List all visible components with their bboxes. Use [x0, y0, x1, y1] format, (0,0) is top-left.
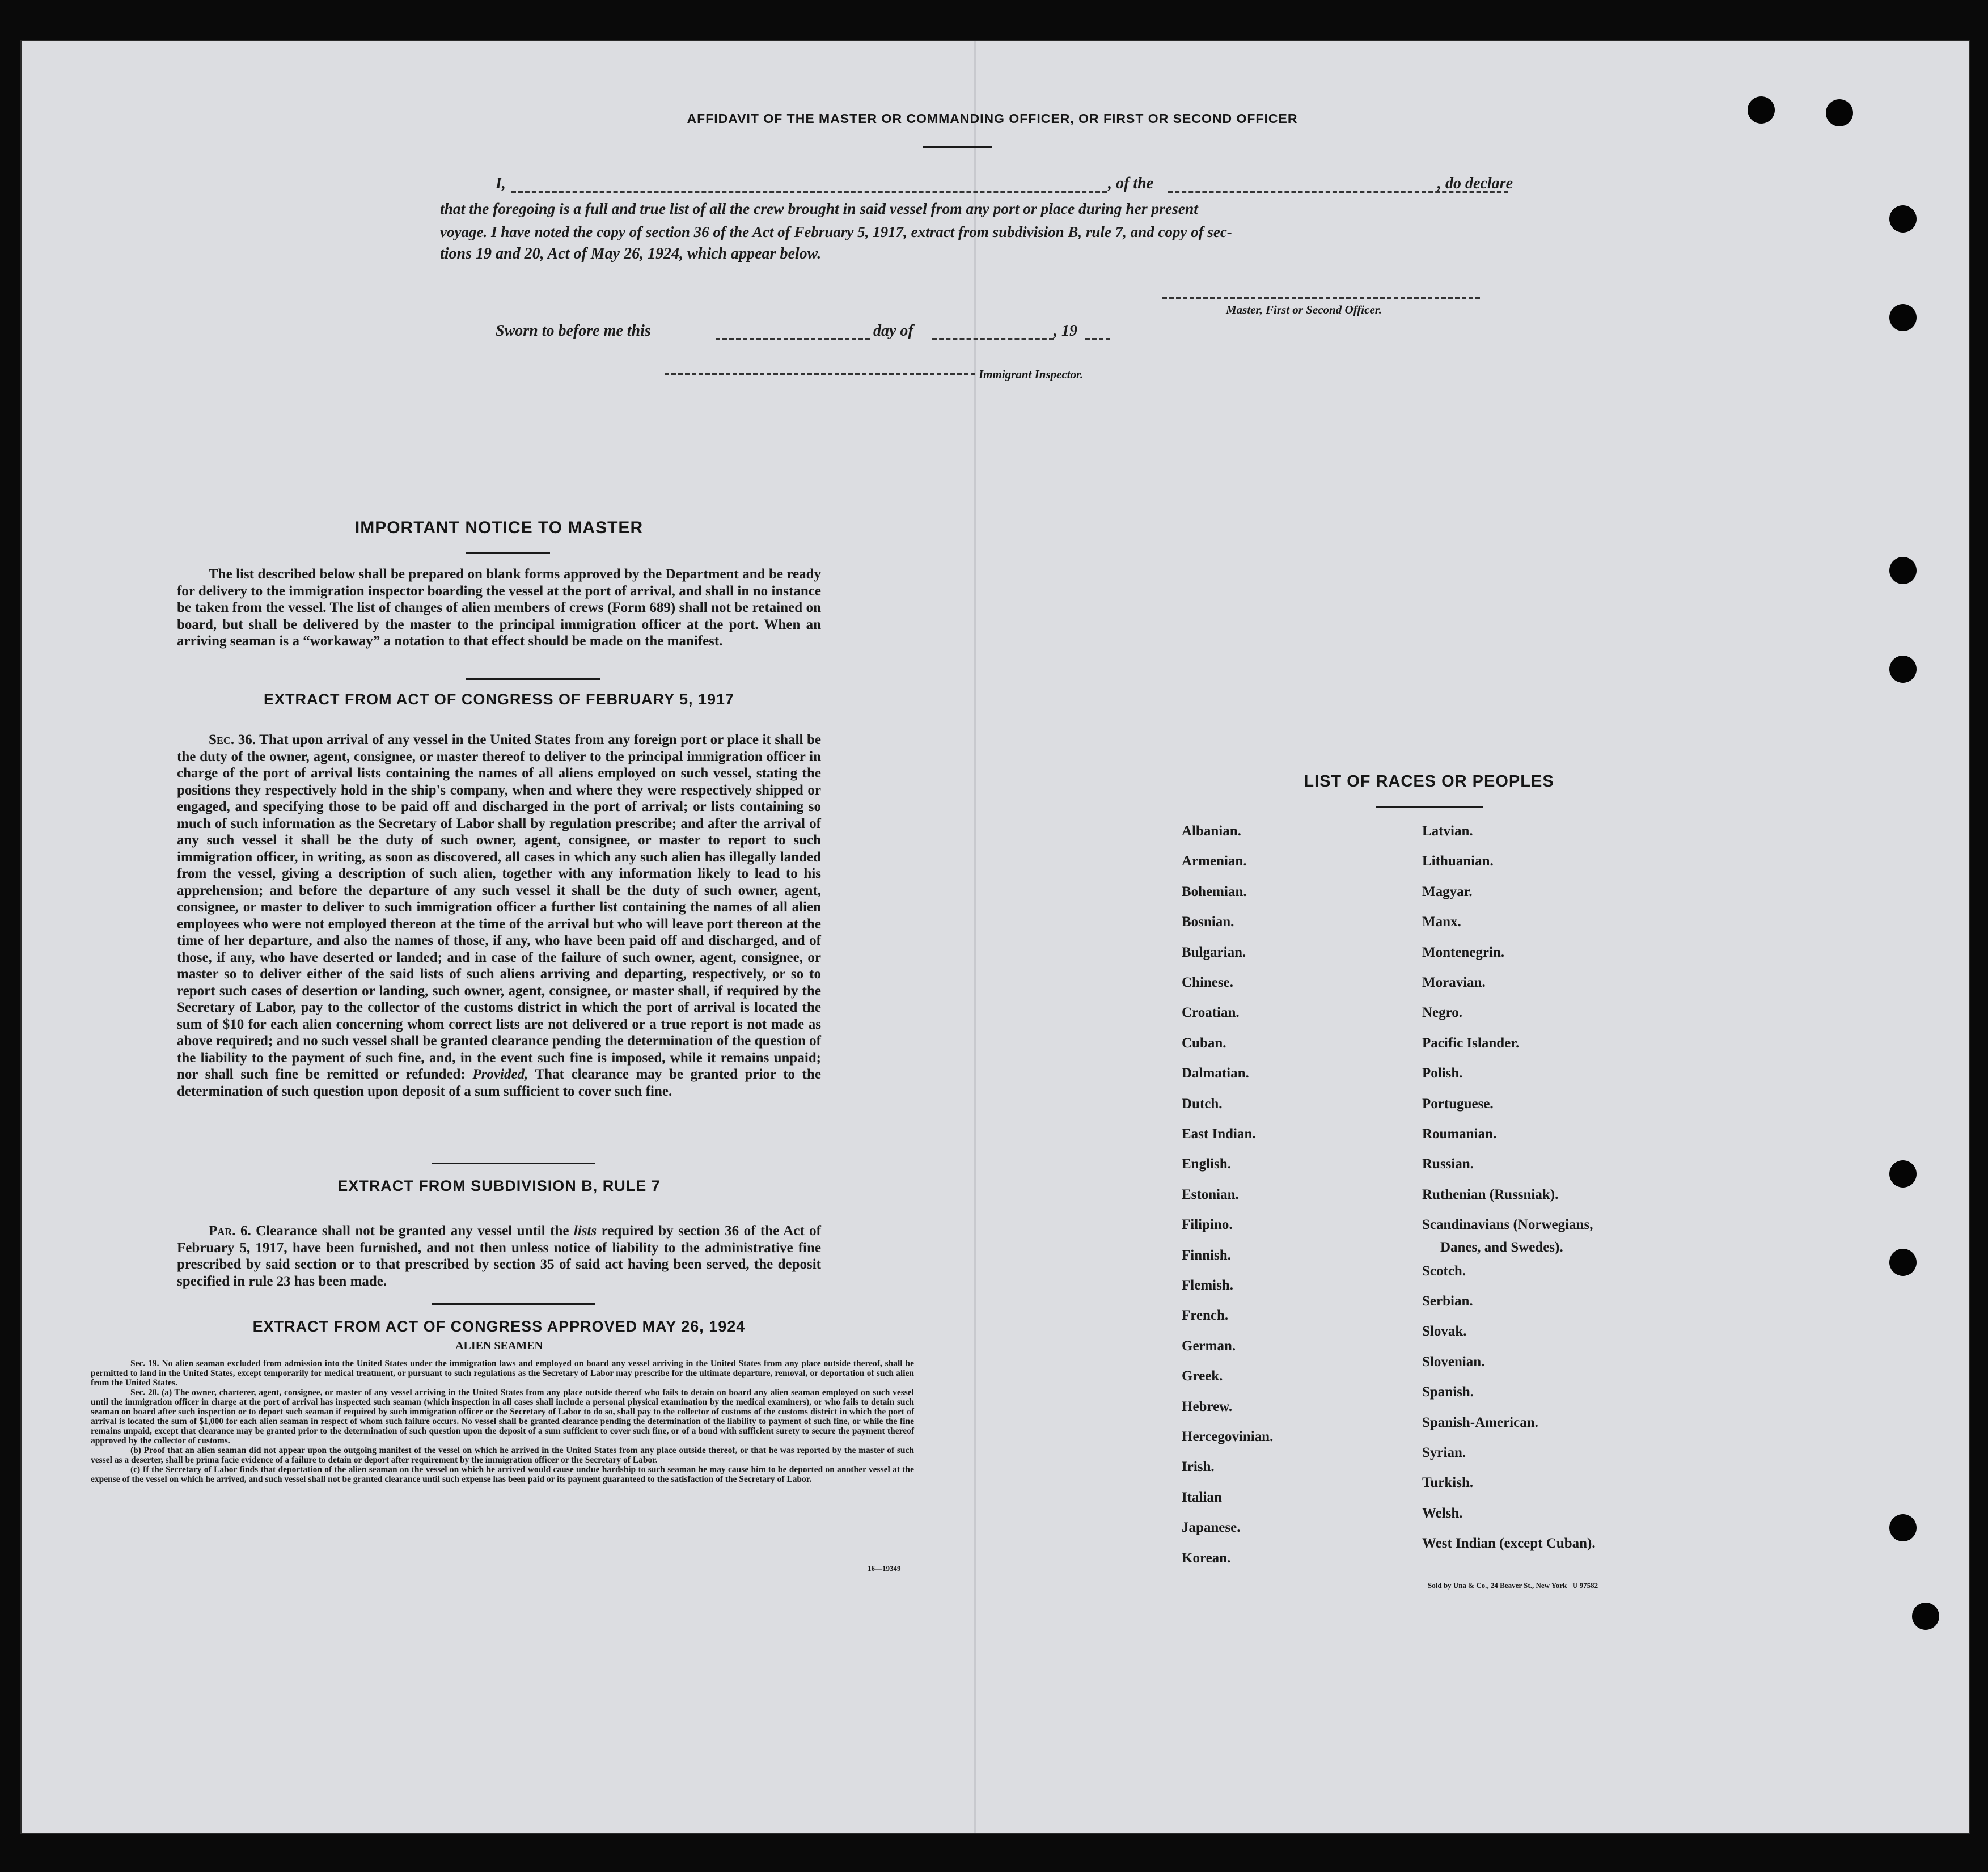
punch-hole: [1826, 99, 1853, 126]
race-item: Negro.: [1422, 1005, 1463, 1020]
race-item: Bosnian.: [1182, 914, 1234, 929]
race-item: German.: [1182, 1338, 1236, 1354]
sworn-month-blank[interactable]: [932, 338, 1054, 340]
race-item: Welsh.: [1422, 1506, 1463, 1521]
race-item: Chinese.: [1182, 975, 1233, 990]
race-item: Flemish.: [1182, 1278, 1233, 1293]
race-item: Italian: [1182, 1490, 1222, 1505]
rule7-title: EXTRACT FROM SUBDIVISION B, RULE 7: [337, 1177, 661, 1194]
race-item: Serbian.: [1422, 1294, 1473, 1309]
race-item: Pacific Islander.: [1422, 1036, 1520, 1051]
race-item: Scandinavians (Norwegians,: [1422, 1217, 1593, 1232]
rule7-text-a: Clearance shall not be granted any vessel until the: [256, 1223, 569, 1239]
punch-hole: [1889, 1160, 1917, 1188]
race-item: Slovak.: [1422, 1324, 1467, 1339]
sec-20b-text: (b) Proof that an alien seaman did not appear upon the outgoing manifest of the vessel on which he arrived in the United States from any place outside thereof, or that he was reported by the master of such vessel as a deserter, shall be prima facie evidence of a failure to detain or deport after requirement by the immigration officer or the Secretary of Labor.: [91, 1446, 914, 1465]
race-item: Polish.: [1422, 1066, 1463, 1081]
race-item: English.: [1182, 1156, 1231, 1172]
race-item: Dutch.: [1182, 1096, 1223, 1112]
race-item: Irish.: [1182, 1459, 1215, 1474]
race-item: Russian.: [1422, 1156, 1474, 1172]
affidavit-title: AFFIDAVIT OF THE MASTER OR COMMANDING OFFICER, OR FIRST OR SECOND OFFICER: [687, 111, 1298, 126]
race-item: Hebrew.: [1182, 1399, 1233, 1414]
race-item: Dalmatian.: [1182, 1066, 1249, 1081]
affidavit-line-4: tions 19 and 20, Act of May 26, 1924, which appear below.: [440, 245, 822, 263]
rule7-body: [177, 1223, 821, 1290]
race-item: Ruthenian (Russniak).: [1422, 1187, 1559, 1202]
race-item: Spanish-American.: [1422, 1415, 1538, 1430]
sworn-year-blank[interactable]: [1085, 338, 1110, 340]
punch-hole: [1889, 557, 1917, 584]
notice-title: IMPORTANT NOTICE TO MASTER: [354, 518, 644, 537]
divider: [923, 146, 992, 148]
race-item: Latvian.: [1422, 823, 1473, 839]
sec-36-end: That clearance may be granted prior to the determination of such question upon deposit of a sum sufficient to cover such fine.: [177, 1067, 822, 1099]
punch-hole: [1889, 1249, 1917, 1276]
race-item: Armenian.: [1182, 853, 1247, 869]
inspector-label: Immigrant Inspector.: [979, 367, 1084, 381]
sworn-day-of: day of: [873, 322, 913, 340]
sec-20a-text: Sec. 20. (a) The owner, charterer, agent, consignee, or master of any vessel arriving in the United States from any place outside thereof who fails to detain on board any alien seaman employed on such vessel until the immigration officer in charge at the port of arrival has inspected such seaman (which inspection in all cases shall include a personal physical examination by the medical examiners), or who fails to detain such seaman on board after such inspection or to deport such seaman if required by such immigration officer or the Secretary of Labor to do so, shall pay to the collector of customs of the customs district in which the port of arrival is located the sum of $1,000 for each alien seaman in respect of whom such failure occurs. No vessel shall be granted clearance pending the determination of the liability to payment of such fine, or while the fine remains unpaid, except that clearance may be granted prior to the determination of such question upon the deposit of a sum sufficient to cover such fine, or of a bond with sufficient surety to secure the payment thereof approved by the collector of customs.: [91, 1388, 914, 1446]
master-signature-line[interactable]: [1162, 297, 1480, 299]
race-item: East Indian.: [1182, 1126, 1256, 1142]
race-item: Turkish.: [1422, 1475, 1474, 1490]
punch-hole: [1912, 1603, 1939, 1630]
race-item: Magyar.: [1422, 884, 1473, 899]
affidavit-line-3: voyage. I have noted the copy of section 36 of the Act of February 5, 1917, extract from subdivision B, rule 7, and copy of sec-: [440, 223, 1232, 240]
race-item: Moravian.: [1422, 975, 1486, 990]
race-item: Bohemian.: [1182, 884, 1247, 899]
race-item: Finnish.: [1182, 1248, 1231, 1263]
race-item: Albanian.: [1182, 823, 1241, 839]
form-number: 16—19349: [868, 1564, 901, 1573]
sec-19-20-block: [91, 1359, 914, 1484]
race-item: Hercegovinian.: [1182, 1429, 1274, 1444]
sec-19-text: Sec. 19. No alien seaman excluded from admission into the United States under the immigration laws and employed on board any vessel arriving in the United States from any place outside thereof, shall be permitted to land in the United States, except temporarily for medical treatment, or pursuant to such regulations as the Secretary of Labor may prescribe for the ultimate departure, removal, or deportation of such alien from the United States.: [91, 1359, 914, 1388]
divider: [432, 1303, 595, 1305]
races-title: LIST OF RACES OR PEOPLES: [1304, 772, 1554, 791]
sec-36-provided: Provided,: [472, 1067, 528, 1082]
race-item: Syrian.: [1422, 1445, 1466, 1460]
divider: [466, 552, 550, 554]
race-item: Spanish.: [1422, 1384, 1474, 1400]
race-item: Montenegrin.: [1422, 945, 1505, 960]
race-scand-line2: Danes, and Swedes).: [1440, 1240, 1563, 1255]
punch-hole: [1889, 1514, 1917, 1541]
divider: [466, 678, 600, 680]
page-fold: [974, 41, 976, 1833]
affidavit-line-2: that the foregoing is a full and true list of all the crew brought in said vessel from any port or place during her present: [440, 200, 1198, 217]
alien-seamen-subtitle: ALIEN SEAMEN: [455, 1339, 543, 1352]
race-item: Estonian.: [1182, 1187, 1239, 1202]
affidavit-i: I,: [496, 175, 506, 192]
punch-hole: [1889, 656, 1917, 683]
sold-by: Sold by Una & Co., 24 Beaver St., New York U 97582: [1428, 1581, 1598, 1590]
sworn-line: [496, 322, 1187, 343]
race-item: Lithuanian.: [1422, 853, 1494, 869]
race-item: Manx.: [1422, 914, 1461, 929]
punch-hole: [1889, 304, 1917, 331]
affidavit-declare: , do declare: [1437, 175, 1513, 192]
sec-36-text: That upon arrival of any vessel in the United States from any foreign port or place it shall be the duty of the owner, agent, consignee, or master thereof to deliver to the principal immigration officer in charge of the port of arrival lists containing the names of all aliens employed on such vessel, stating the positions they respectively hold in the ship's company, when and where they were respectively shipped or engaged, and specifying those to be paid off and discharged in the port of arrival; or lists containing so much of such information as the Secretary of Labor shall by regulation prescribe; and after the arrival of any such vessel it shall be the duty of such owner, agent, consignee, or master to report to such immigration officer, in writing, as soon as discovered, all cases in which any such alien has illegally landed from the vessel, giving a description of such alien, together with any information likely to lead to his apprehension; and before the departure of any such vessel it shall be the duty of such owner, agent, consignee, or master to deliver to such immigration officer a further list containing the names of all alien employees who were not employed thereon at the time of the arrival but who will leave port thereon at the time of her departure, and also the names of those, if any, who have been paid off and discharged, and of those, if any, who have deserted or landed; and in case of the failure of such owner, agent, consignee, or master so to deliver either of the said lists of such aliens arriving and departing, respectively, or so to report such cases of desertion or landing, such owner, agent, consignee, or master shall, if required by the Secretary of Labor, pay to the collector of the customs district in which the port of arrival is located the sum of $10 for each alien concerning whom correct lists are not delivered or a true report is not made as above required; and no such vessel shall be granted clearance pending the determination of the question of the liability to the payment of such fine, and, in the event such fine is imposed, while it remains unpaid; nor shall such fine be remitted or refunded:: [177, 732, 821, 1082]
divider: [1376, 806, 1483, 808]
par-6-label: Par. 6.: [209, 1223, 251, 1239]
affidavit-of-the: , of the: [1108, 175, 1154, 192]
sec-36-label: Sec. 36.: [209, 732, 256, 747]
sworn-prefix: Sworn to before me this: [496, 322, 651, 340]
extract-1924-title: EXTRACT FROM ACT OF CONGRESS APPROVED MAY 26, 1924: [252, 1318, 746, 1335]
race-item: French.: [1182, 1308, 1229, 1323]
affidavit-line-1: [496, 175, 1513, 195]
inspector-signature-line[interactable]: [665, 373, 975, 375]
master-label: Master, First or Second Officer.: [1226, 303, 1382, 316]
punch-hole: [1889, 205, 1917, 233]
rule7-lists: lists: [573, 1223, 597, 1239]
sworn-day-blank[interactable]: [716, 338, 870, 340]
extract-1917-title: EXTRACT FROM ACT OF CONGRESS OF FEBRUARY 5, 1917: [263, 691, 735, 708]
race-item: Scotch.: [1422, 1264, 1466, 1279]
race-item: Japanese.: [1182, 1520, 1241, 1535]
sec-20c-text: (c) If the Secretary of Labor finds that deportation of the alien seaman on the vessel on which he arrived would cause undue hardship to such seaman he may cause him to be deported on another vessel at the expense of the vessel on which he arrived, and such vessel shall not be granted clearance until such expense has been paid or its payment guaranteed to the satisfaction of the Secretary of Labor.: [91, 1465, 914, 1484]
sec-36-body: [177, 732, 821, 1100]
race-item: West Indian (except Cuban).: [1422, 1536, 1596, 1551]
sworn-year: , 19: [1054, 322, 1077, 340]
race-item: Slovenian.: [1422, 1354, 1485, 1370]
race-item: Bulgarian.: [1182, 945, 1246, 960]
race-item: Portuguese.: [1422, 1096, 1494, 1112]
notice-body: The list described below shall be prepared on blank forms approved by the Department and be ready for delivery to the immigration inspector boarding the vessel at the port of arrival, and shall in no instance be taken from the vessel. The list of changes of alien members of crews (Form 689) shall not be retained on board, but shall be delivered by the master to the principal immigration officer at the port. When an arriving seaman is a “workaway” a notation to that effect should be made on the manifest.: [177, 567, 821, 649]
race-item: Croatian.: [1182, 1005, 1240, 1020]
race-item: Roumanian.: [1422, 1126, 1497, 1142]
divider: [432, 1163, 595, 1164]
race-item: Cuban.: [1182, 1036, 1226, 1051]
rule7-text-b: required by section 36 of the Act of February 5, 1917, have been furnished, and not then unless notice of liability to the administrative fine prescribed by said section or to that prescribed by section 35 of said act having been served, the deposit specified in rule 23 has been made.: [177, 1223, 822, 1289]
name-blank[interactable]: [511, 191, 1107, 193]
race-item: Greek.: [1182, 1368, 1223, 1384]
race-item: Korean.: [1182, 1550, 1231, 1566]
punch-hole: [1748, 96, 1775, 124]
race-item: Filipino.: [1182, 1217, 1233, 1232]
